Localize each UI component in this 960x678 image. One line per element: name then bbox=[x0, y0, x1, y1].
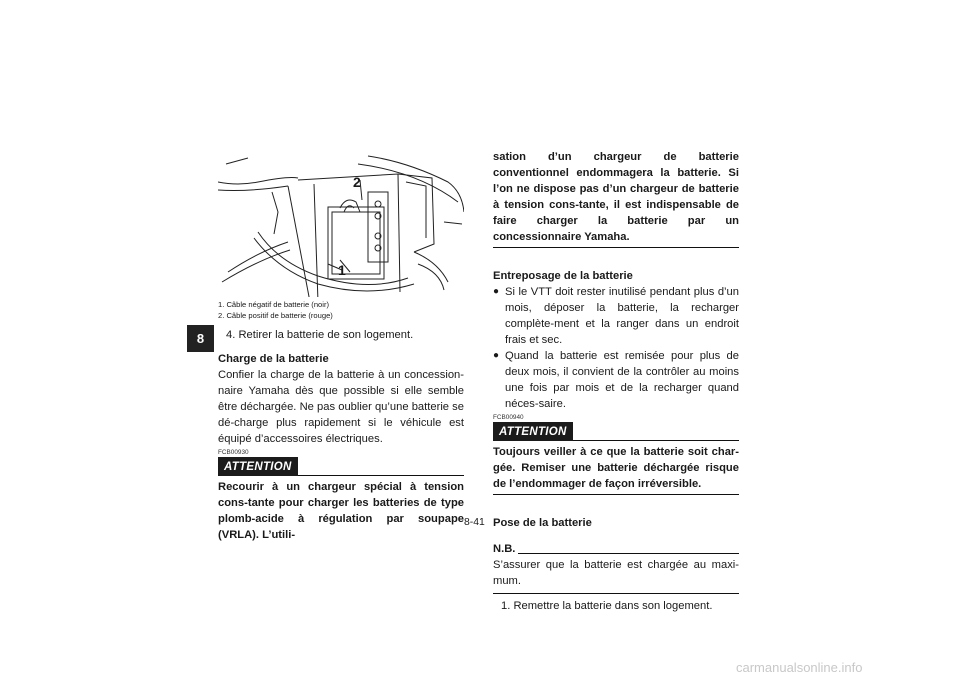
attention-bar-2 bbox=[493, 423, 739, 441]
note-rule bbox=[518, 553, 739, 554]
attention-bar-1 bbox=[218, 458, 464, 476]
callout-2: 2 bbox=[353, 174, 361, 190]
attention-text-1-end: sation d’un chargeur de batterie conventionnel endommagera la batterie. Si l’on ne dispose pas d’un chargeur de batterie à tension cons-tante, il est indispensable de faire charger la batterie par un concessionnaire Yamaha. bbox=[493, 146, 739, 248]
heading-storage: Entreposage de la batterie bbox=[493, 270, 633, 282]
left-column bbox=[218, 150, 464, 543]
attention-text-2: Toujours veiller à ce que la batterie soit char-gée. Remiser une batterie déchargée risque de l’endommager de façon irréversible. bbox=[493, 441, 739, 495]
storage-bullet-2: ● Quand la batterie est remisée pour plus de deux mois, il convient de la contrôler au moins une fois par mois et de la recharger quand néces-saire. bbox=[493, 350, 739, 410]
right-column bbox=[493, 146, 739, 614]
note-label: N.B. bbox=[493, 543, 516, 555]
bullet-icon: ● bbox=[493, 286, 500, 297]
step-reinstall-battery: 1. Remettre la batterie dans son logement. bbox=[501, 600, 713, 612]
attention-badge-2: ATTENTION bbox=[493, 422, 573, 441]
figure-captions bbox=[218, 299, 464, 321]
storage-bullet-1: ● Si le VTT doit rester inutilisé pendant plus d’un mois, déposer la batterie, la recharger complète-ment et la ranger dans un endroit frais et sec. bbox=[493, 286, 739, 346]
note-bar bbox=[493, 541, 739, 557]
charge-paragraph: Confier la charge de la batterie à un concession-naire Yamaha dès que possible si elle semble être déchargée. Ne pas oublier qu’une batterie se dé-charge plus rapidement si le véhicule est équipé d’accessoires électriques. bbox=[218, 369, 464, 445]
heading-charge: Charge de la batterie bbox=[218, 353, 329, 365]
note-text: S’assurer que la batterie est chargée au maxi-mum. bbox=[493, 557, 739, 594]
attention-text-1-start: Recourir à un chargeur spécial à tension cons-tante pour charger les batteries de type plomb-acide à régulation par soupape (VRLA). L’utili- bbox=[218, 481, 464, 541]
warning-code-2: FCB00940 bbox=[493, 414, 524, 421]
callout-1: 1 bbox=[338, 262, 346, 278]
watermark: carmanualsonline.info bbox=[736, 660, 863, 675]
caption-negative-cable: 1. Câble négatif de batterie (noir) bbox=[218, 300, 330, 309]
page-number: 8-41 bbox=[464, 517, 485, 528]
battery-illustration bbox=[218, 152, 464, 297]
warning-code-1: FCB00930 bbox=[218, 449, 249, 456]
attention-badge-1: ATTENTION bbox=[218, 457, 298, 476]
heading-install: Pose de la batterie bbox=[493, 517, 592, 529]
step-remove-battery: 4. Retirer la batterie de son logement. bbox=[226, 329, 414, 341]
caption-positive-cable: 2. Câble positif de batterie (rouge) bbox=[218, 311, 333, 320]
bullet-icon: ● bbox=[493, 350, 500, 361]
chapter-tab: 8 bbox=[187, 325, 214, 352]
